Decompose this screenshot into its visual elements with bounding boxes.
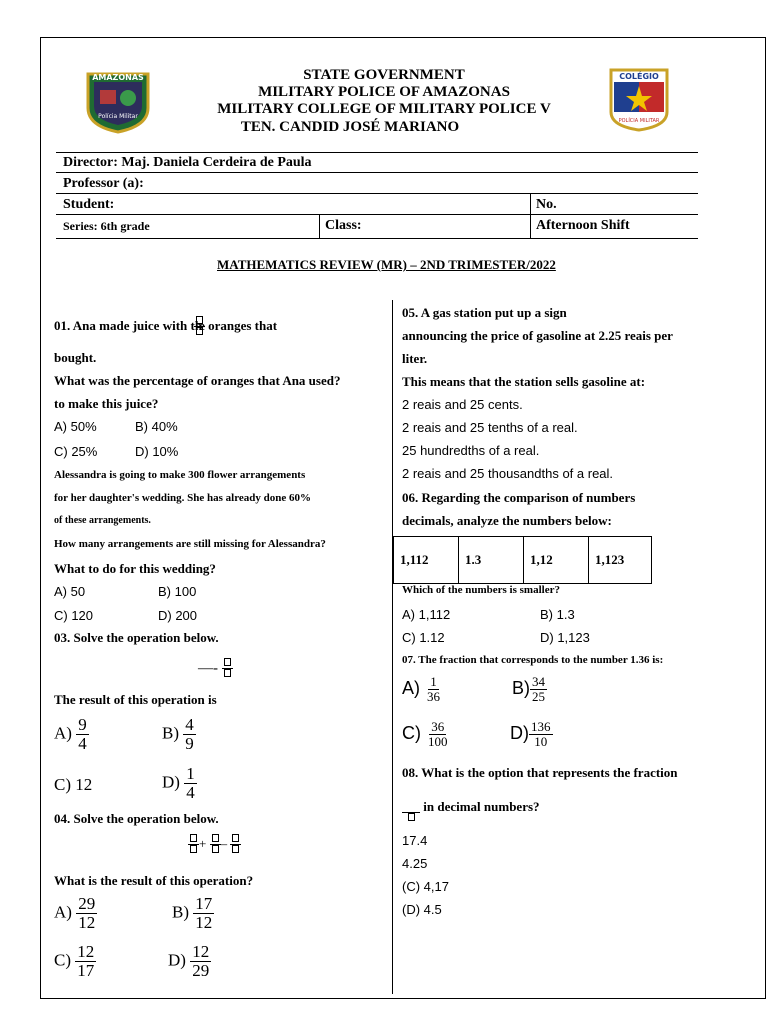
q2-option-c[interactable]: C) 120 <box>54 608 94 623</box>
info-line-5 <box>56 238 698 239</box>
q4-option-d[interactable]: D) $\frac{12}{29}$ <box>168 942 210 980</box>
q2-option-b[interactable]: B) 100 <box>158 584 197 599</box>
q3-fraction <box>222 658 233 680</box>
q3-option-b[interactable]: B) $\frac{4}{9}$ <box>162 715 194 753</box>
q6-text-a: 06. Regarding the comparison of numbers <box>402 490 636 505</box>
header-line-3: MILITARY COLLEGE OF MILITARY POLICE V <box>217 101 551 117</box>
q1-part-b: e oranges that <box>199 317 278 333</box>
q6-option-b[interactable]: B) 1.3 <box>540 607 575 622</box>
shift-label: Afternoon Shift <box>536 218 630 233</box>
q1-option-c[interactable]: C) 25% <box>54 444 98 459</box>
class-field[interactable]: Class: <box>325 218 362 233</box>
logo-right-sub: POLÍCIA MILITAR <box>618 118 660 124</box>
q5-option-a[interactable]: 2 reais and 25 cents. <box>402 397 523 412</box>
q3-text-a: 03. Solve the operation below. <box>54 630 219 645</box>
number-field[interactable]: No. <box>536 197 557 212</box>
q2-option-d[interactable]: D) 200 <box>158 608 198 623</box>
q4-option-c[interactable]: C) $\frac{12}{17}$ <box>54 942 95 980</box>
q1-option-d[interactable]: D) 10% <box>135 444 179 459</box>
q2-option-a[interactable]: A) 50 <box>54 584 86 599</box>
q6-text-c: Which of the numbers is smaller? <box>402 584 560 596</box>
q1-text-d: What was the percentage of oranges that Ana used? <box>54 373 341 388</box>
q8-option-d[interactable]: (D) 4.5 <box>402 902 442 917</box>
q5-option-b[interactable]: 2 reais and 25 tenths of a real. <box>402 420 578 435</box>
q8-option-c[interactable]: (C) 4,17 <box>402 879 449 894</box>
q8-fraction <box>402 808 420 823</box>
q8-text-a: 08. What is the option that represents the fraction <box>402 765 678 780</box>
q7-option-d[interactable]: D) $\frac{136}{10}$ <box>510 719 551 749</box>
info-line-4 <box>56 214 698 215</box>
q3-option-a[interactable]: A) $\frac{9}{4}$ <box>54 715 87 753</box>
q3-option-c[interactable]: C) 12 <box>54 775 93 794</box>
header-line-1: STATE GOVERNMENT <box>303 67 465 83</box>
q1-option-a[interactable]: A) 50% <box>54 419 97 434</box>
q1-text-c: bought. <box>54 350 97 365</box>
q2-text-c: of these arrangements. <box>54 515 151 526</box>
q5-option-c[interactable]: 25 hundredths of a real. <box>402 443 540 458</box>
q5-text-c: liter. <box>402 351 428 366</box>
q4-text-a: 04. Solve the operation below. <box>54 811 219 826</box>
q5-text-d: This means that the station sells gasoline at: <box>402 374 646 389</box>
q6-option-c[interactable]: C) 1.12 <box>402 630 445 645</box>
info-col-sep-1 <box>530 193 531 238</box>
q2-text-b: for her daughter's wedding. She has already done 60% <box>54 492 312 504</box>
professor-field[interactable]: Professor (a): <box>63 176 144 191</box>
q7-option-a[interactable]: A) $\frac{1}{36}$ <box>402 674 441 704</box>
table-cell: 1,123 <box>589 537 652 584</box>
q7-option-b[interactable]: B) $\frac{34}{25}$ <box>512 674 545 704</box>
q2-text-e: What to do for this wedding? <box>54 561 216 576</box>
q2-text-a: Alessandra is going to make 300 flower arrangements <box>54 469 306 481</box>
q4-option-a[interactable]: A) $\frac{29}{12}$ <box>54 894 96 932</box>
q8-text-b <box>402 799 540 823</box>
column-divider <box>392 300 393 994</box>
info-line-2 <box>56 172 698 173</box>
q7-option-c[interactable]: C) $\frac{36}{100}$ <box>402 719 448 749</box>
q2-text-d: How many arrangements are still missing for Alessandra? <box>54 538 326 550</box>
review-title: MATHEMATICS REVIEW (MR) – 2ND TRIMESTER/2022 <box>217 257 556 272</box>
logo-right-title: COLÉGIO <box>619 72 659 81</box>
header-line-2: MILITARY POLICE OF AMAZONAS <box>258 84 510 100</box>
info-line-3 <box>56 193 698 194</box>
q3-text-b: The result of this operation is <box>54 692 217 707</box>
student-field[interactable]: Student: <box>63 197 115 212</box>
q8-option-b[interactable]: 4.25 <box>402 856 428 871</box>
q5-option-d[interactable]: 2 reais and 25 thousandths of a real. <box>402 466 614 481</box>
q4-expression: + – <box>188 834 241 856</box>
q1-text-e: to make this juice? <box>54 396 159 411</box>
q4-option-b[interactable]: B) $\frac{17}{12}$ <box>172 894 213 932</box>
table-row <box>394 537 652 584</box>
q5-text-b: announcing the price of gasoline at 2.25 reais per <box>402 328 673 343</box>
q4-text-b: What is the result of this operation? <box>54 873 254 888</box>
logo-left-sub: Polícia Militar <box>98 113 138 120</box>
q1-option-b[interactable]: B) 40% <box>135 419 178 434</box>
q5-text-a: 05. A gas station put up a sign <box>402 305 567 320</box>
q6-option-d[interactable]: D) 1,123 <box>540 630 590 645</box>
info-col-sep-2 <box>319 214 320 238</box>
q8-part-b: in decimal numbers? <box>423 799 540 814</box>
q6-numbers-table <box>393 536 652 584</box>
info-line-1 <box>56 152 698 153</box>
q1-text-a <box>54 316 277 338</box>
q3-expr-text: —- <box>198 660 218 677</box>
q6-text-b: decimals, analyze the numbers below: <box>402 513 612 528</box>
series-label: Series: 6th grade <box>63 219 150 233</box>
q3-expression <box>198 658 233 680</box>
q8-option-a[interactable]: 17.4 <box>402 833 428 848</box>
director-label: Director: Maj. Daniela Cerdeira de Paula <box>63 155 312 170</box>
q6-option-a[interactable]: A) 1,112 <box>402 607 451 622</box>
header-line-4: TEN. CANDID JOSÉ MARIANO <box>240 119 460 135</box>
q1-part-a: 01. Ana made juice with th <box>54 317 203 333</box>
logo-left-title: AMAZONAS <box>92 73 144 82</box>
q3-option-d[interactable]: D) $\frac{1}{4}$ <box>162 764 195 802</box>
table-cell: 1.3 <box>459 537 524 584</box>
table-cell: 1,112 <box>394 537 459 584</box>
table-cell: 1,12 <box>524 537 589 584</box>
q7-text-a: 07. The fraction that corresponds to the number 1.36 is: <box>402 654 664 666</box>
